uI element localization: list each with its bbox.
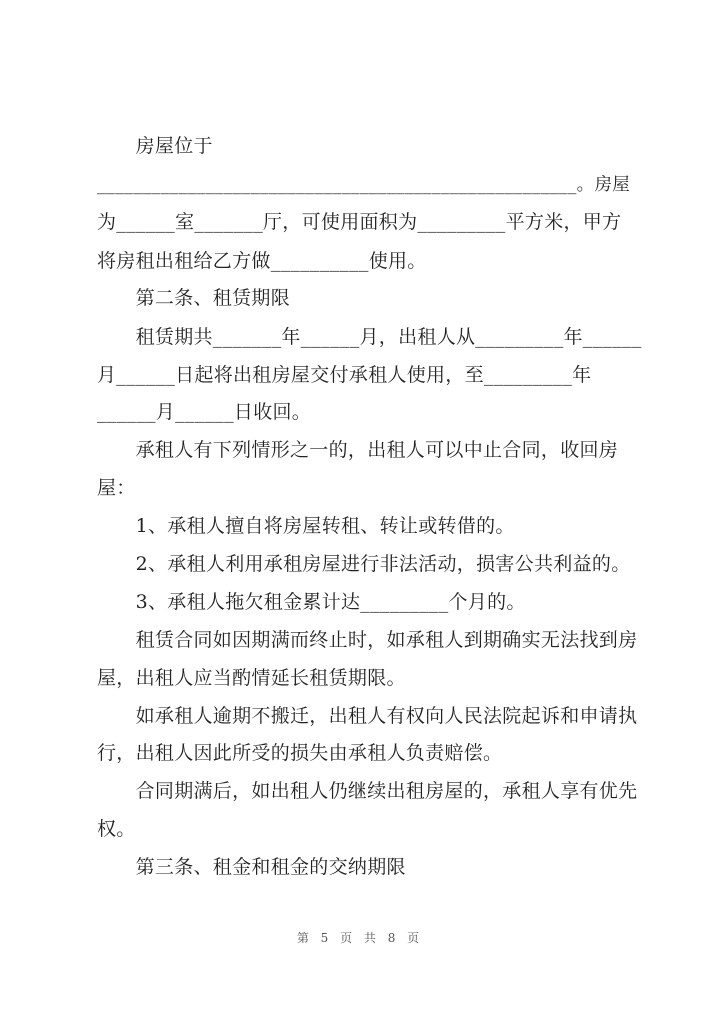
text-line: 承租人有下列情形之一的，出租人可以中止合同，收回房 xyxy=(97,439,619,461)
text-line: 将房租出租给乙方做__________使用。 xyxy=(97,250,427,272)
text-line: 为______室_______厅，可使用面积为_________平方米，甲方 xyxy=(97,211,622,233)
text-line: 权。 xyxy=(97,818,136,840)
list-item: 1、承租人擅自将房屋转租、转让或转借的。 xyxy=(97,515,515,537)
text-line: 房屋位于 xyxy=(97,135,213,157)
section-heading: 第三条、租金和租金的交纳期限 xyxy=(97,856,406,878)
text-line: _____________________________________________________。房屋 xyxy=(97,175,631,195)
page-number-footer: 第 5 页 共 8 页 xyxy=(296,931,424,945)
text-line: 租赁合同如因期满而终止时，如承租人到期确实无法找到房 xyxy=(97,629,638,651)
text-line: 租赁期共_______年______月，出租人从_________年______ xyxy=(97,326,642,348)
text-line: 合同期满后，如出租人仍继续出租房屋的，承租人享有优先 xyxy=(97,780,638,802)
section-heading: 第二条、租赁期限 xyxy=(97,287,291,309)
text-line: 屋： xyxy=(97,477,136,499)
text-line: 屋，出租人应当酌情延长租赁期限。 xyxy=(97,667,406,689)
text-line: ______月______日收回。 xyxy=(97,401,312,423)
list-item: 2、承租人利用承租房屋进行非法活动，损害公共利益的。 xyxy=(97,553,631,575)
text-line: 如承租人逾期不搬迁，出租人有权向人民法院起诉和申请执 xyxy=(97,705,638,727)
text-line: 月______日起将出租房屋交付承租人使用，至_________年 xyxy=(97,364,592,386)
text-line: 行，出租人因此所受的损失由承租人负责赔偿。 xyxy=(97,742,503,764)
list-item: 3、承租人拖欠租金累计达_________个月的。 xyxy=(97,591,526,613)
